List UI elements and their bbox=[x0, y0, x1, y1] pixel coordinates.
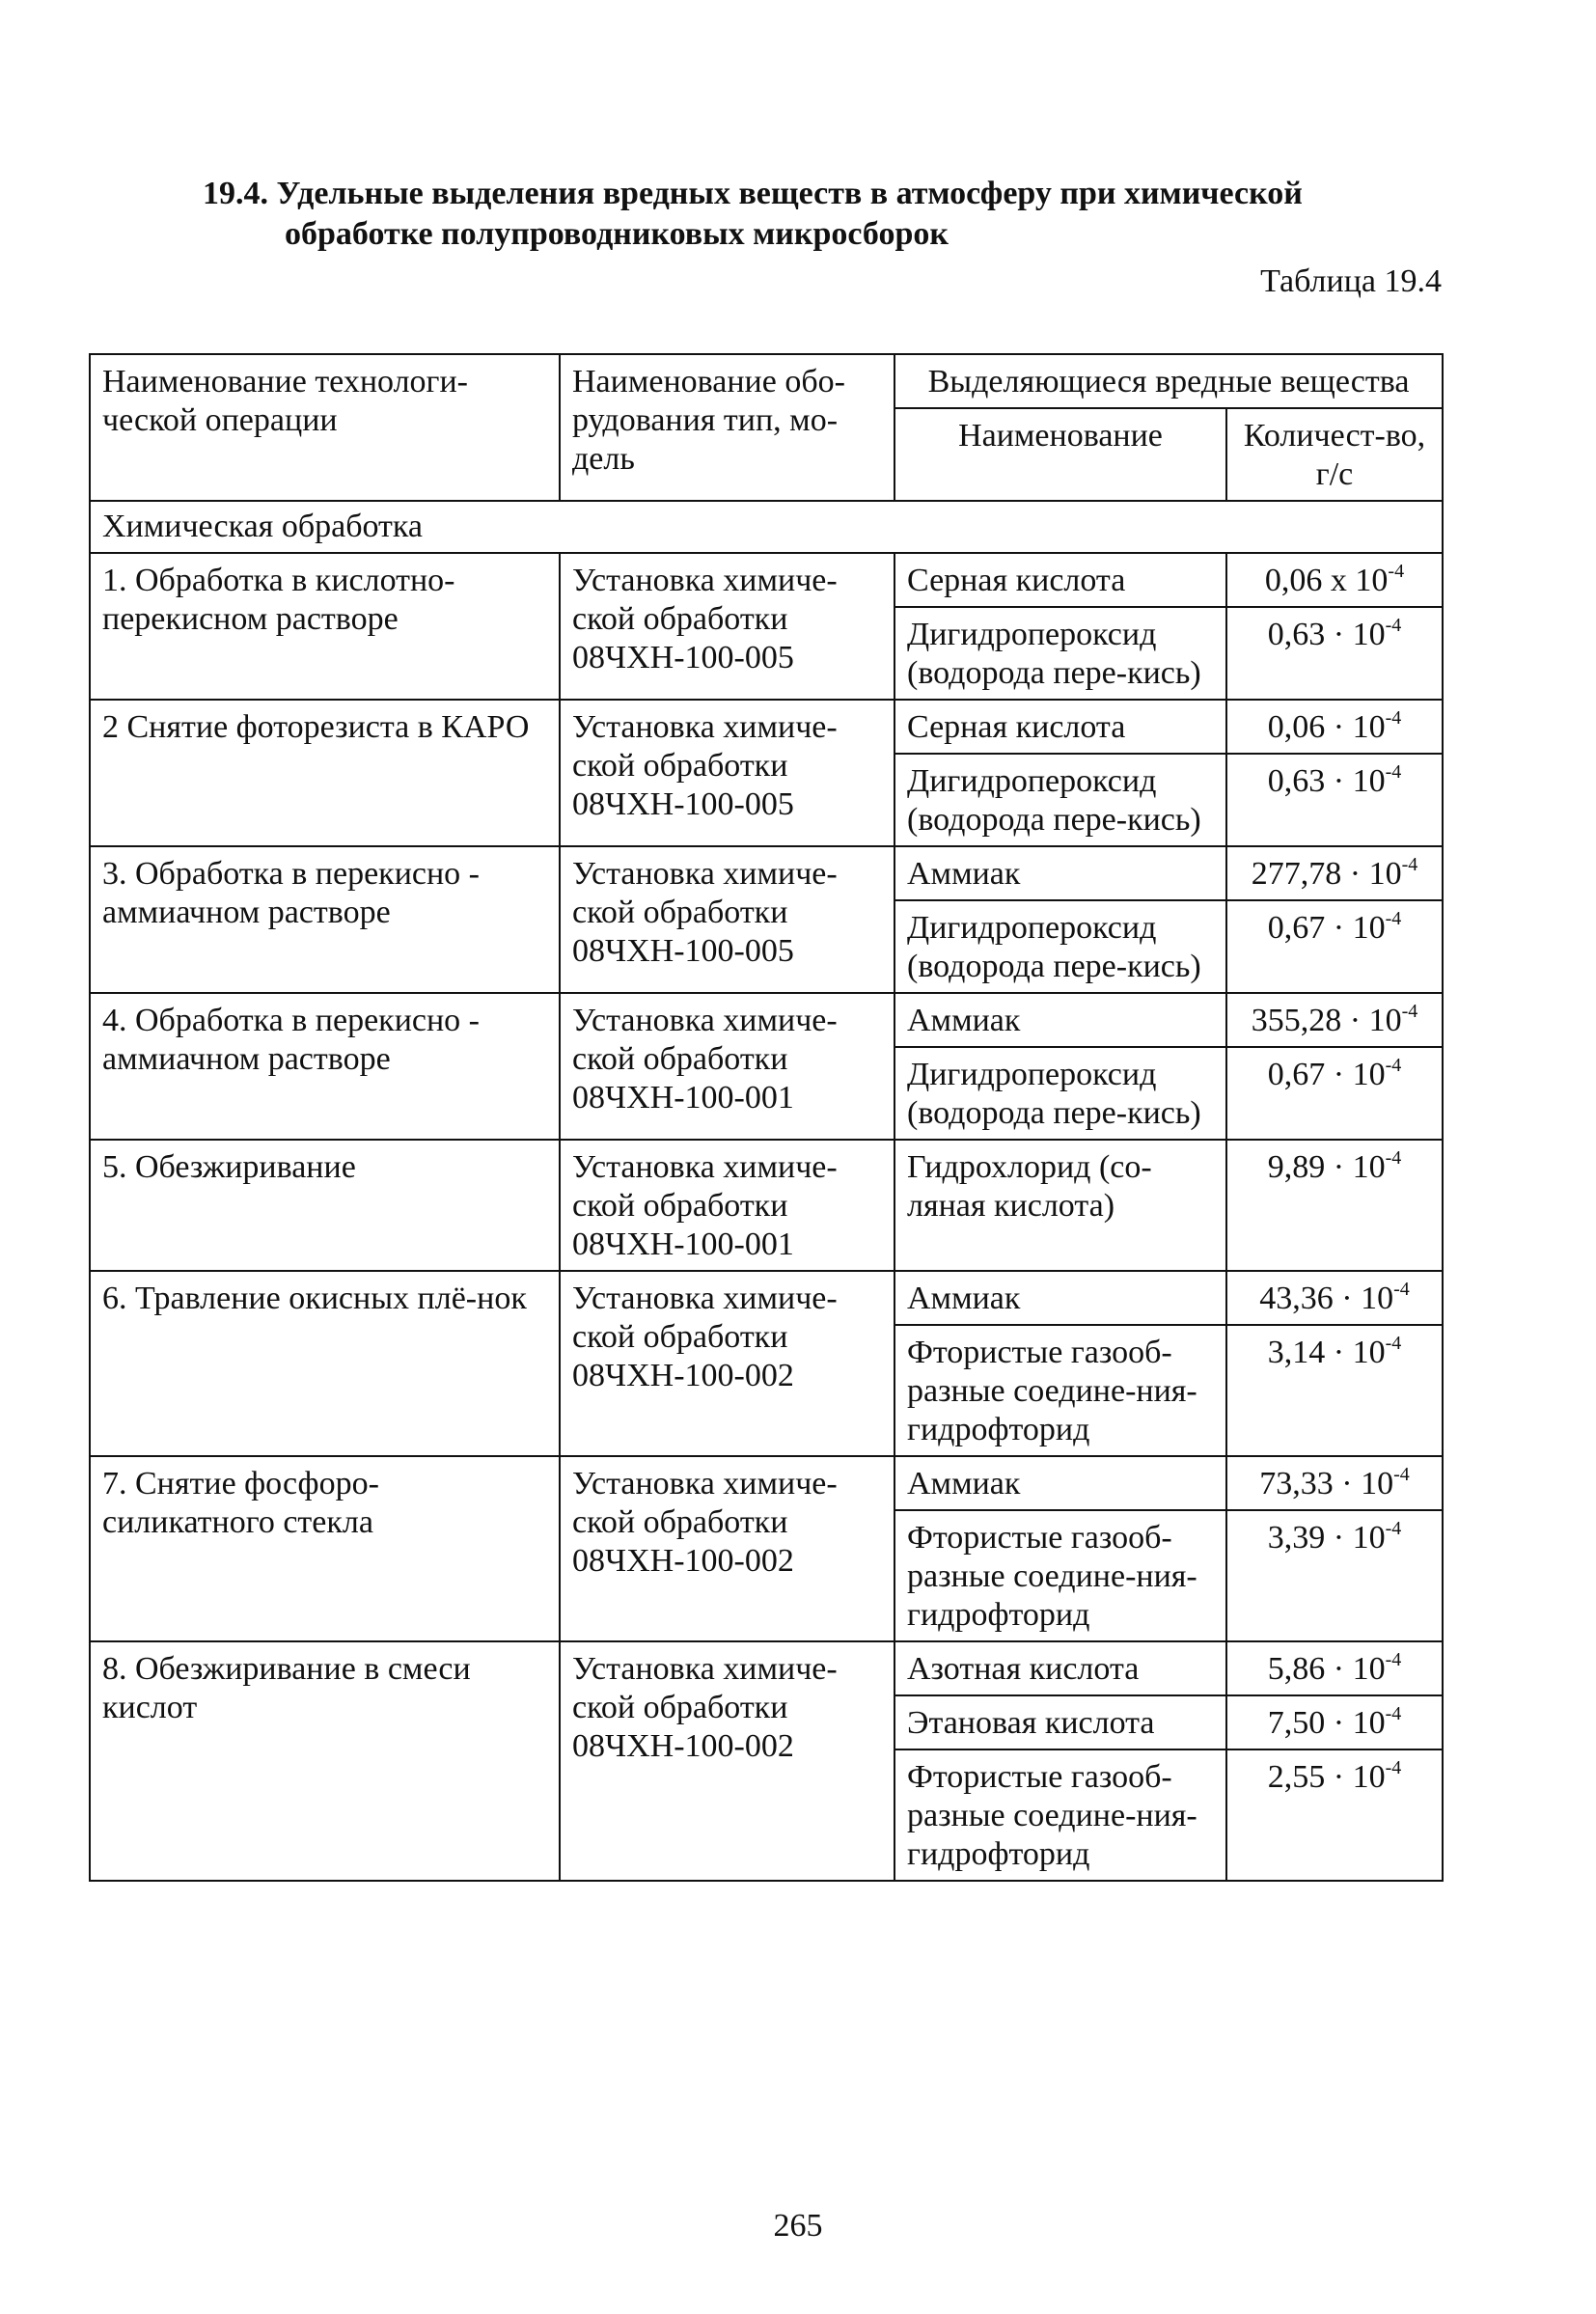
amount-exponent: -4 bbox=[1385, 615, 1402, 636]
amount-mantissa: 0,63 · 10 bbox=[1267, 617, 1386, 652]
amount-mantissa: 73,33 · 10 bbox=[1259, 1466, 1394, 1501]
emissions-table bbox=[89, 353, 1444, 1882]
table-row bbox=[90, 993, 1443, 1047]
table-row bbox=[90, 846, 1443, 900]
amount-mantissa: 2,55 · 10 bbox=[1267, 1759, 1386, 1795]
equipment-cell: Установка химиче-ской обработки 08ЧХН-100-002 bbox=[560, 1456, 894, 1641]
operation-cell: 7. Снятие фосфоро-силикатного стекла bbox=[90, 1456, 560, 1641]
amount-exponent: -4 bbox=[1385, 707, 1402, 729]
amount-cell bbox=[1226, 900, 1443, 993]
header-substance-name: Наименование bbox=[894, 408, 1226, 501]
substance-name-cell: Фтористые газооб-разные соедине-ния-гидрофторид bbox=[894, 1325, 1226, 1456]
amount-cell bbox=[1226, 846, 1443, 900]
amount-cell bbox=[1226, 754, 1443, 846]
amount-mantissa: 43,36 · 10 bbox=[1259, 1281, 1394, 1316]
table-row bbox=[90, 1456, 1443, 1510]
substance-name-cell: Дигидропероксид (водорода пере-кись) bbox=[894, 754, 1226, 846]
amount-exponent: -4 bbox=[1385, 1147, 1402, 1169]
section-title: Химическая обработка bbox=[90, 501, 1443, 553]
substance-name-cell: Аммиак bbox=[894, 1271, 1226, 1325]
equipment-cell: Установка химиче-ской обработки 08ЧХН-100-001 bbox=[560, 1140, 894, 1271]
operation-cell: 3. Обработка в перекисно - аммиачном растворе bbox=[90, 846, 560, 993]
substance-name-cell: Дигидропероксид (водорода пере-кись) bbox=[894, 1047, 1226, 1140]
amount-cell bbox=[1226, 993, 1443, 1047]
amount-cell bbox=[1226, 1047, 1443, 1140]
amount-exponent: -4 bbox=[1388, 561, 1405, 582]
section-heading bbox=[203, 174, 1457, 255]
amount-mantissa: 3,39 · 10 bbox=[1267, 1520, 1386, 1556]
header-operation: Наименование технологи-ческой операции bbox=[90, 354, 560, 501]
amount-mantissa: 277,78 · 10 bbox=[1251, 856, 1402, 892]
amount-mantissa: 0,63 · 10 bbox=[1267, 763, 1386, 799]
amount-cell bbox=[1226, 1325, 1443, 1456]
table-row bbox=[90, 1271, 1443, 1325]
amount-mantissa: 7,50 · 10 bbox=[1267, 1705, 1386, 1741]
substance-name-cell: Аммиак bbox=[894, 993, 1226, 1047]
operation-cell: 1. Обработка в кислотно-перекисном растворе bbox=[90, 553, 560, 700]
substance-name-cell: Дигидропероксид (водорода пере-кись) bbox=[894, 900, 1226, 993]
substance-name-cell: Серная кислота bbox=[894, 700, 1226, 754]
operation-cell: 5. Обезжиривание bbox=[90, 1140, 560, 1271]
substance-name-cell: Гидрохлорид (со-ляная кислота) bbox=[894, 1140, 1226, 1271]
header-equipment: Наименование обо-рудования тип, мо-дель bbox=[560, 354, 894, 501]
header-row-1 bbox=[90, 354, 1443, 408]
amount-cell bbox=[1226, 607, 1443, 700]
amount-cell bbox=[1226, 1510, 1443, 1641]
amount-cell bbox=[1226, 1749, 1443, 1881]
table-row bbox=[90, 1140, 1443, 1271]
amount-cell bbox=[1226, 1456, 1443, 1510]
table-label: Таблица 19.4 bbox=[1260, 263, 1442, 299]
amount-mantissa: 0,06 · 10 bbox=[1267, 709, 1386, 745]
equipment-cell: Установка химиче-ской обработки 08ЧХН-100-005 bbox=[560, 700, 894, 846]
amount-mantissa: 0,67 · 10 bbox=[1267, 910, 1386, 946]
amount-mantissa: 0,67 · 10 bbox=[1267, 1057, 1386, 1092]
amount-exponent: -4 bbox=[1385, 1757, 1402, 1778]
amount-cell bbox=[1226, 1695, 1443, 1749]
equipment-cell: Установка химиче-ской обработки 08ЧХН-100-002 bbox=[560, 1271, 894, 1456]
amount-cell bbox=[1226, 700, 1443, 754]
amount-cell bbox=[1226, 1140, 1443, 1271]
header-substances-group: Выделяющиеся вредные вещества bbox=[894, 354, 1443, 408]
table-row bbox=[90, 1641, 1443, 1695]
header-amount: Количест-во, г/с bbox=[1226, 408, 1443, 501]
table-row bbox=[90, 553, 1443, 607]
amount-exponent: -4 bbox=[1401, 1001, 1418, 1022]
equipment-cell: Установка химиче-ской обработки 08ЧХН-100-001 bbox=[560, 993, 894, 1140]
equipment-cell: Установка химиче-ской обработки 08ЧХН-100-005 bbox=[560, 553, 894, 700]
amount-exponent: -4 bbox=[1393, 1279, 1410, 1300]
table-row bbox=[90, 700, 1443, 754]
amount-mantissa: 3,14 · 10 bbox=[1267, 1335, 1386, 1370]
operation-cell: 2 Снятие фоторезиста в КАРО bbox=[90, 700, 560, 846]
substance-name-cell: Фтористые газооб-разные соедине-ния-гидрофторид bbox=[894, 1749, 1226, 1881]
amount-cell bbox=[1226, 1641, 1443, 1695]
substance-name-cell: Аммиак bbox=[894, 1456, 1226, 1510]
amount-mantissa: 355,28 · 10 bbox=[1251, 1003, 1402, 1038]
substance-name-cell: Этановая кислота bbox=[894, 1695, 1226, 1749]
amount-exponent: -4 bbox=[1385, 761, 1402, 783]
heading-line-2: обработке полупроводниковых микросборок bbox=[285, 216, 949, 252]
amount-exponent: -4 bbox=[1385, 1703, 1402, 1724]
substance-name-cell: Фтористые газооб-разные соедине-ния-гидрофторид bbox=[894, 1510, 1226, 1641]
substance-name-cell: Дигидропероксид (водорода пере-кись) bbox=[894, 607, 1226, 700]
amount-mantissa: 9,89 · 10 bbox=[1267, 1149, 1386, 1185]
amount-mantissa: 0,06 x 10 bbox=[1264, 563, 1389, 598]
amount-mantissa: 5,86 · 10 bbox=[1267, 1651, 1386, 1687]
amount-exponent: -4 bbox=[1385, 1649, 1402, 1670]
heading-line-1: 19.4. Удельные выделения вредных веществ в атмосферу при химической bbox=[203, 176, 1303, 211]
page-number: 265 bbox=[773, 2208, 823, 2244]
amount-exponent: -4 bbox=[1385, 1518, 1402, 1539]
amount-exponent: -4 bbox=[1385, 908, 1402, 929]
section-row bbox=[90, 501, 1443, 553]
amount-cell bbox=[1226, 1271, 1443, 1325]
amount-exponent: -4 bbox=[1385, 1055, 1402, 1076]
substance-name-cell: Аммиак bbox=[894, 846, 1226, 900]
equipment-cell: Установка химиче-ской обработки 08ЧХН-100-005 bbox=[560, 846, 894, 993]
substance-name-cell: Азотная кислота bbox=[894, 1641, 1226, 1695]
substance-name-cell: Серная кислота bbox=[894, 553, 1226, 607]
operation-cell: 6. Травление окисных плё-нок bbox=[90, 1271, 560, 1456]
amount-exponent: -4 bbox=[1401, 854, 1418, 875]
operation-cell: 8. Обезжиривание в смеси кислот bbox=[90, 1641, 560, 1881]
amount-exponent: -4 bbox=[1393, 1464, 1410, 1485]
equipment-cell: Установка химиче-ской обработки 08ЧХН-100-002 bbox=[560, 1641, 894, 1881]
amount-exponent: -4 bbox=[1385, 1333, 1402, 1354]
operation-cell: 4. Обработка в перекисно - аммиачном растворе bbox=[90, 993, 560, 1140]
amount-cell bbox=[1226, 553, 1443, 607]
